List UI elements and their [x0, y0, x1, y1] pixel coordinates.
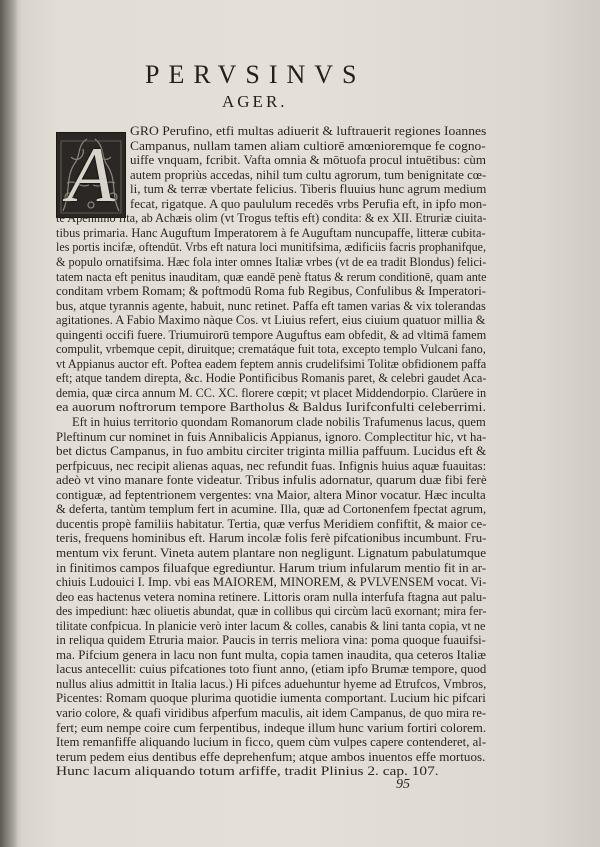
text-line: perfpicuus, nec recipit alienas aquas, nec refundit fuas. Infignis huius aquæ fuauitas: — [56, 458, 487, 473]
text-line: li, tum & terræ vbertate felicius. Tiberis fluuius hunc agrum medium — [130, 182, 487, 197]
text-line: conditam vrbem Romam; & poftmodū Roma fub Regibus, Confulibus & Imperatori- — [56, 284, 486, 299]
text-line: fert; eum nempe coire cum ferpentibus, indeque illum hunc varium fortiri colorem. — [56, 720, 487, 735]
text-line: Pleftinum cur nominet in fuis Annibalicis Appianus, ignoro. Complectitur hic, vt ha- — [56, 429, 487, 444]
page-number: 95 — [396, 777, 410, 792]
text-line: agitationes. A Fabio Maximo nàque Cos. vt Liuius refert, eius ciuium quatuor millia & — [56, 313, 486, 328]
text-line: contiguæ, ad feptentrionem vergentes: vna Maior, altera Minor vocatur. Hæc inculta — [56, 487, 486, 502]
text-line: Hunc lacum aliquando totum arfiffe, tradit Plinius 2. cap. 107. — [56, 764, 439, 779]
text-line: uiffe vnquam, fcribit. Vafta omnia & mōtuofa procul intuētibus: cùm — [130, 153, 486, 168]
text-line: bus, atque tyrannis agente, habuit, nunc retinet. Paffa eft tamen varias & vix tolerandas — [56, 298, 486, 313]
text-line: terum pedem eius dentibus effe deprehenfum; atque ambos inuentos effe mortuos. — [56, 749, 486, 764]
text-line: bet dictus Campanus, in fuo ambitu circiter triginta millia paffuum. Lucidus eft & — [56, 444, 487, 459]
text-line: quingenti occifi fuere. Triumuirorū tempore Auguftus eam obfedit, & ad vltimā famem — [56, 327, 487, 342]
text-line: compulit, vrbemque cepit, diruitque; crematáque fuit tota, excepto templo Vulcani fano, — [56, 342, 486, 357]
text-line: GRO Perufino, etfi multas adiuerit & luftrauerit regiones Ioannes — [130, 124, 487, 138]
text-line: tibus primaria. Hanc Auguftum Imperatorem à fe Auguftam nuncupaffe, litteræ cubita- — [56, 225, 486, 240]
text-line: demia, quæ circa annum M. CC. XC. florere cœpit; vt placet Middendorpio. Clarŭere in — [56, 385, 487, 400]
text-line: nullus alius admittit in Italia lacus.) Hi pifces aduehuntur hyeme ad Etrufcos, Vmbros, — [56, 676, 487, 691]
book-gutter-shadow — [0, 0, 18, 847]
text-line: eft; atque tandem direpta, &c. Hodie Pontificibus Romanis paret, & celebri gaudet Aca- — [56, 371, 487, 386]
text-line: tatem nacta eft penitus inauditam, quæ eandē penè ftatus & rerum conditionē, quam ante — [56, 269, 487, 284]
text-line: mentum vix ferunt. Vineta autem plantare non negligunt. Lignatum pabulatumque — [56, 545, 487, 560]
text-line: in reliqua quidem Etruria maior. Paucis in terris meliora vina: poma quoque fuauifsi- — [56, 633, 486, 648]
page-title: PERVSINVS — [145, 60, 366, 89]
text-line: & populo ornatifsima. Hæc fola inter omnes Italiæ vrbes (vt de ea tradit Blondus) felici- — [56, 254, 487, 269]
text-line: des impediunt: hæc oliuetis abundat, quæ in collibus qui circùm lacū exornant; mira fer- — [56, 604, 487, 619]
text-line: chiuis Ludouici I. Imp. vbi eas MAIOREM, MINOREM, & PVLVENSEM vocat. Vi- — [56, 575, 487, 590]
initial-letter: A — [67, 131, 115, 218]
text-line: les portis incifæ, oftendūt. Vrbs eft natura loci munitifsima, ædificiis facris prophanifque, — [56, 240, 487, 255]
text-line: vario colore, & quafi viridibus afperfum maculis, ait idem Campanus, de quo mira re- — [56, 706, 487, 720]
decorated-initial — [56, 132, 126, 218]
text-line: tilitate confpicua. In planicie verò inter lacum & colles, canabis & lini tanta copia, vt ne — [56, 618, 486, 633]
text-line: Item remanfiffe aliquando lucium in ficco, quem cùm vulpes capere contenderet, al- — [56, 735, 487, 750]
text-line: deo eas hactenus vetera nomina retinere. Littoris oram nulla interfufa ftagna aut palu- — [56, 589, 487, 604]
text-line: ma. Pifcium genera in lacu non funt multa, copia tamen inaudita, qua ceteros Italiæ — [56, 647, 486, 662]
text-line: autem propriùs accedas, nihil tum cultu agrorum, tum benignitate cœ- — [130, 167, 487, 182]
text-line: Eft in huius territorio quondam Romanorum clade nobilis Trafumenus lacus, quem — [72, 415, 486, 429]
text-line: Campanus, nullam tamen aliam cultiorē amœnioremque fe cogno- — [130, 138, 486, 153]
text-line: vt Appianus auctor eft. Poftea eadem feptem annis crudelifsimi Tolitæ obfidionem paffa — [56, 356, 487, 371]
text-line: fecat, rigatque. A quo paululum recedēs vrbs Perufia eft, in ipfo mon- — [130, 196, 487, 211]
text-line: ea auorum noftrorum tempore Bartholus & Baldus Iurifconfulti celeberrimi. — [56, 400, 487, 415]
text-line: in finitimos campos filuafque egrediuntur. Harum trium infularum mentio fit in ar- — [56, 560, 487, 575]
text-line: ducentis propè familiis habitatur. Tertia, quæ verfus Meridiem confiftit, & maior ce- — [56, 516, 487, 531]
text-line: Picentes: Romam quoque plurima quotidie iumenta comportant. Lucium hic pifcari — [56, 691, 486, 706]
text-line: teris, frequens hominibus eft. Harum incolæ folis ferè pifcationibus incumbunt. Fru- — [56, 531, 487, 546]
text-line: & deferta, tantùm templum fert in acumine. Illa, quæ ad Cortonenfem fpectat agrum, — [56, 502, 487, 517]
text-line: adeò vt vino manare fonte videatur. Tribus infulis adornatur, quarum duæ fibi ferè — [56, 473, 487, 488]
text-line: te Apennino fita, ab Achæis olim (vt Trogus teftis eft) condita: & ex XII. Etruriæ ciuita- — [56, 211, 487, 226]
text-line: lacus antecellit: cuius pifcationes toto fiunt anno, (etiam ipfo Brumæ tempore, quod — [56, 662, 487, 677]
page-subtitle: AGER. — [222, 92, 288, 111]
